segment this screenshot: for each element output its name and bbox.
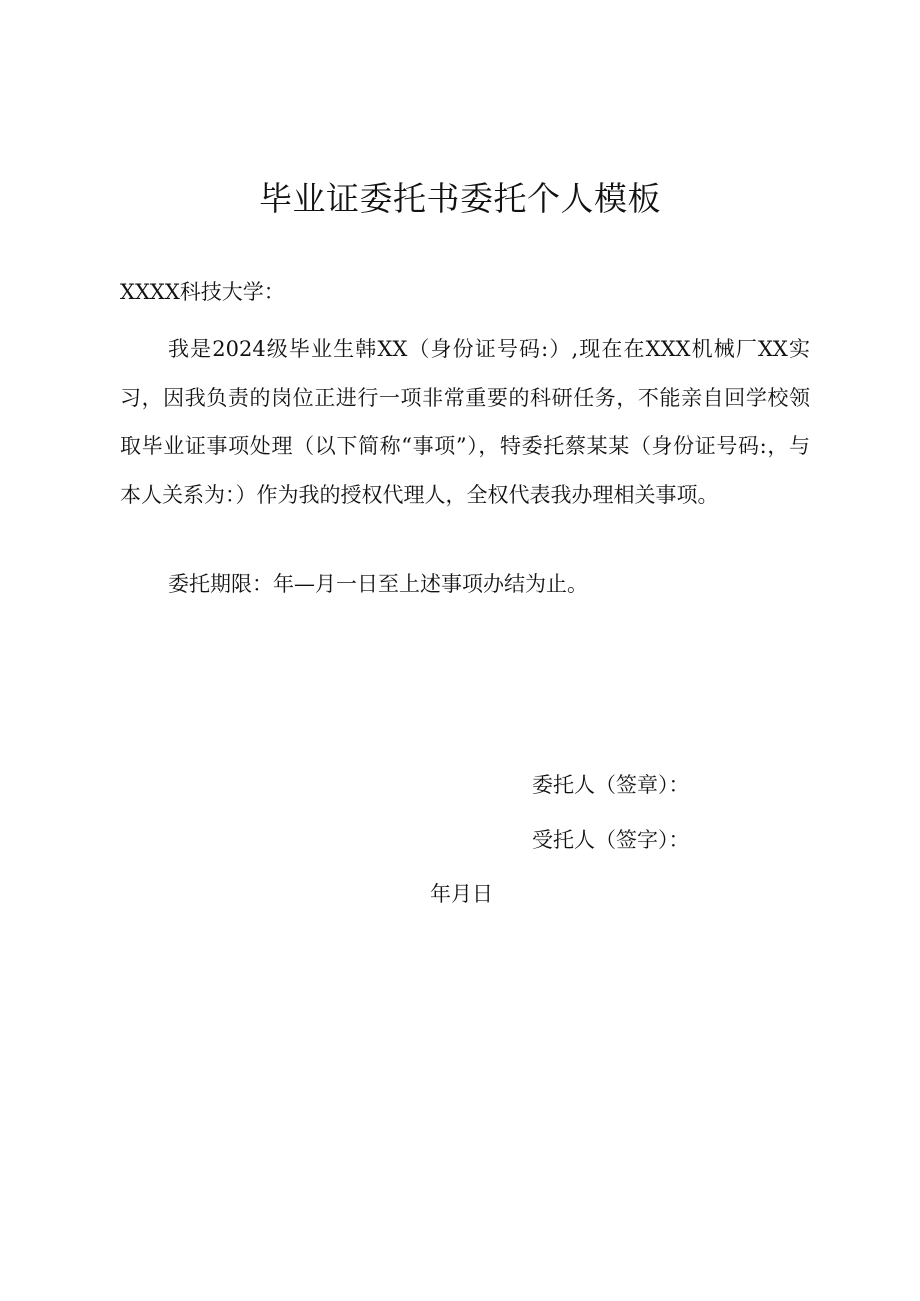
agent-signature-line: 受托人（签字）：	[532, 828, 690, 852]
signature-block	[532, 766, 832, 859]
salutation: XXXX科技大学：	[120, 280, 285, 304]
term-paragraph: 委托期限：年—月一日至上述事项办结为止。	[168, 572, 588, 596]
document-title: 毕业证委托书委托个人模板	[259, 179, 661, 218]
body-paragraph: 我是2024级毕业生韩XX（身份证号码:）,现在在XXX机械厂XX实习，因我负责的岗位正进行一项非常重要的科研任务，不能亲自回学校领取毕业证事项处理（以下简称“事项”），特委托蔡某某（身份证号码:，与本人关系为：）作为我的授权代理人，全权代表我办理相关事项。	[120, 337, 810, 507]
date-line: 年月日	[430, 882, 493, 906]
principal-signature-line: 委托人（签章）：	[532, 773, 690, 797]
